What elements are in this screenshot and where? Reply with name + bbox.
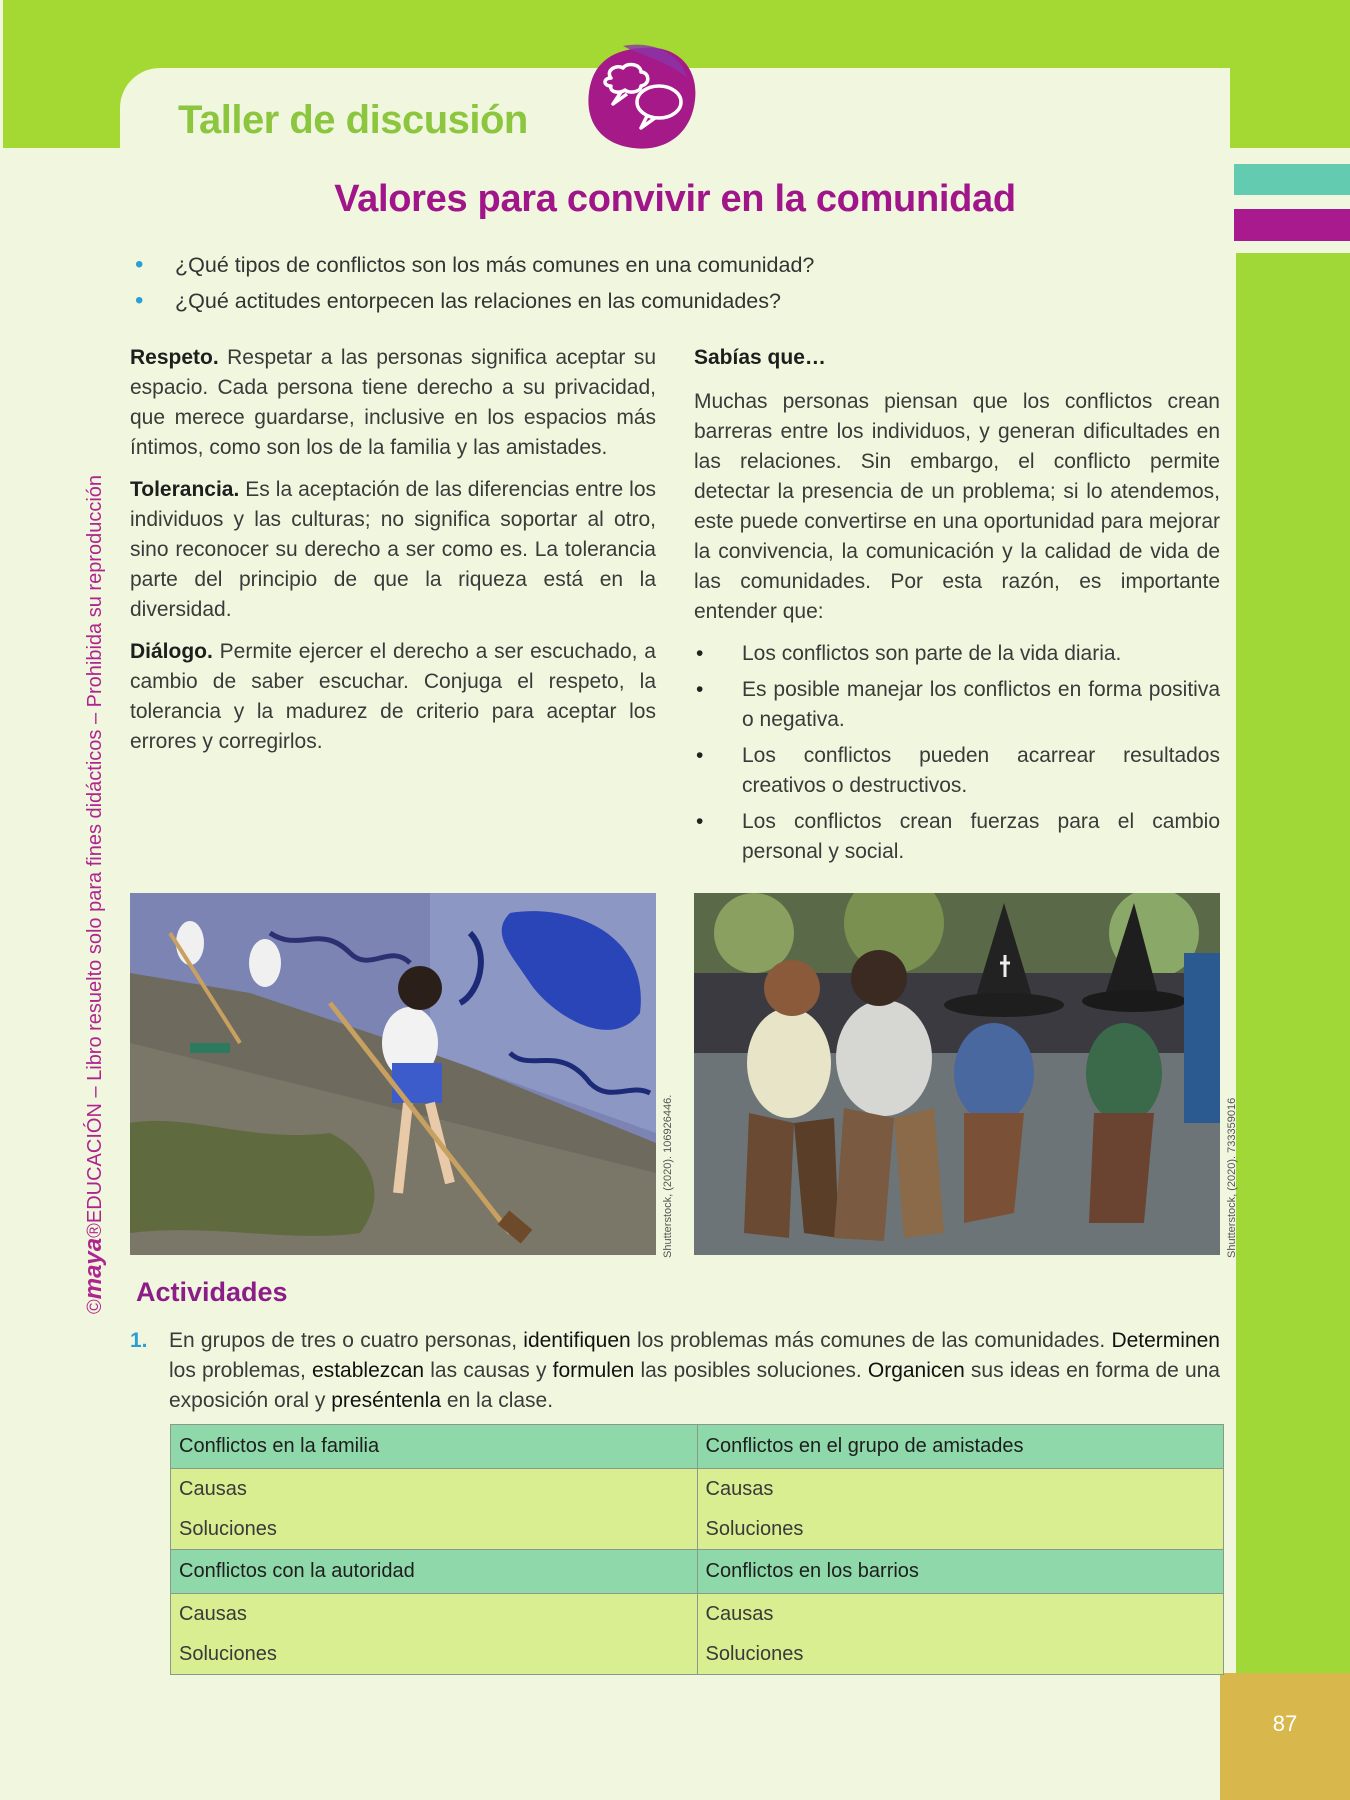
table-cell: Causas <box>171 1469 698 1510</box>
table-row <box>171 1634 1224 1675</box>
photo-credit: Shutterstock, (2020). 733359016 <box>1226 1097 1238 1258</box>
right-accent-teal <box>1234 164 1350 195</box>
table-row <box>171 1550 1224 1594</box>
value-term: Respeto. <box>130 346 219 369</box>
value-term: Tolerancia. <box>130 478 240 501</box>
sabias-que-list <box>694 639 1220 867</box>
table-cell: Soluciones <box>171 1634 698 1675</box>
list-item: • Es posible manejar los conflictos en forma positiva o negativa. <box>694 675 1220 735</box>
value-dialogo <box>130 637 656 757</box>
page-number: 87 <box>1272 1711 1298 1736</box>
value-term: Diálogo. <box>130 640 213 663</box>
table-row <box>171 1594 1224 1635</box>
conflicts-table <box>170 1424 1224 1675</box>
photo-children-festival <box>694 893 1220 1255</box>
discussion-questions <box>133 247 814 319</box>
activity-verb: formulen <box>552 1359 635 1382</box>
table-row <box>171 1509 1224 1550</box>
activity-verb: identifiquen <box>523 1329 631 1352</box>
table-cell-header: Conflictos en el grupo de amistades <box>697 1425 1224 1469</box>
page-number-box <box>1220 1673 1350 1800</box>
table-row <box>171 1469 1224 1510</box>
copyright-symbol: © <box>84 1299 106 1314</box>
activity-text <box>169 1326 1220 1416</box>
activity-text-segment: los problemas más comunes de las comunidades. <box>630 1329 1112 1352</box>
value-text: Respetar a las personas significa aceptar su espacio. Cada persona tiene derecho a su privacidad, que merece guardarse, inclusive en los espacios más íntimos, como son los de la familia y las amistades. <box>130 346 656 459</box>
sabias-que-column <box>694 343 1220 873</box>
side-copyright-credit <box>80 475 108 1314</box>
table-cell: Causas <box>697 1594 1224 1635</box>
table-cell: Causas <box>697 1469 1224 1510</box>
table-cell-header: Conflictos en los barrios <box>697 1550 1224 1594</box>
activity-text-segment: sus ideas en forma de una exposición oral y <box>169 1359 1220 1412</box>
section-label: Taller de discusión <box>178 98 528 142</box>
activity-item <box>130 1326 1220 1416</box>
list-item: • Los conflictos son parte de la vida diaria. <box>694 639 1220 669</box>
left-edge-line <box>0 0 3 148</box>
values-column <box>130 343 656 769</box>
sabias-que-heading: Sabías que… <box>694 346 826 369</box>
table-cell: Causas <box>171 1594 698 1635</box>
value-text: Es la aceptación de las diferencias entre los individuos y las culturas; no significa soportar al otro, sino reconocer su derecho a ser como es. La tolerancia parte del principio de que la riqueza está en la diversidad. <box>130 478 656 621</box>
list-item: • Los conflictos crean fuerzas para el cambio personal y social. <box>694 807 1220 867</box>
activity-verb: establezcan <box>312 1359 425 1382</box>
activity-number: 1. <box>130 1329 148 1352</box>
credit-text: ®EDUCACIÓN – Libro resuelto solo para fines didácticos – Prohibida su reproducción <box>84 474 106 1238</box>
value-respeto <box>130 343 656 463</box>
activity-text-segment: En grupos de tres o cuatro personas, <box>169 1329 524 1352</box>
question-item: • ¿Qué tipos de conflictos son los más comunes en una comunidad? <box>133 247 814 283</box>
activity-text-segment: los problemas, <box>169 1359 313 1382</box>
table-row <box>171 1425 1224 1469</box>
value-text: Permite ejercer el derecho a ser escuchado, a cambio de saber escuchar. Conjuga el respeto, la tolerancia y la madurez de criterio para aceptar los errores y corregirlos. <box>130 640 656 753</box>
activity-text-segment: en la clase. <box>441 1389 554 1412</box>
speech-bubbles-icon <box>583 44 699 152</box>
activity-verb: Organicen <box>867 1359 965 1382</box>
list-item: • Los conflictos pueden acarrear resultados creativos o destructivos. <box>694 741 1220 801</box>
table-cell-header: Conflictos con la autoridad <box>171 1550 698 1594</box>
table-cell: Soluciones <box>697 1634 1224 1675</box>
activity-verb: Determinen <box>1111 1329 1220 1352</box>
value-tolerancia <box>130 475 656 625</box>
activities-heading: Actividades <box>136 1277 288 1307</box>
activity-text-segment: las posibles soluciones. <box>634 1359 868 1382</box>
table-cell: Soluciones <box>171 1509 698 1550</box>
page-title: Valores para convivir en la comunidad <box>334 178 1016 220</box>
photo-credit: Shutterstock, (2020). 106926446. <box>662 1094 674 1258</box>
brand-logo-text: maya <box>80 1237 107 1300</box>
sabias-que-text: Muchas personas piensan que los conflictos crean barreras entre los individuos, y generan dificultades en las relaciones. Sin embargo, el conflicto permite detectar la presencia de un problema; si lo atendemos, este puede convertirse en una oportunidad para mejorar la convivencia, la comunicación y la calidad de vida de las comunidades. Por esta razón, es importante entender que: <box>694 390 1220 623</box>
right-margin-bar <box>1236 253 1350 1673</box>
right-accent-magenta <box>1234 209 1350 241</box>
table-cell: Soluciones <box>697 1509 1224 1550</box>
question-item: • ¿Qué actitudes entorpecen las relaciones en las comunidades? <box>133 283 814 319</box>
photo-community-cleanup <box>130 893 656 1255</box>
table-cell-header: Conflictos en la familia <box>171 1425 698 1469</box>
activity-text-segment: las causas y <box>424 1359 553 1382</box>
activity-verb: preséntenla <box>331 1389 441 1412</box>
